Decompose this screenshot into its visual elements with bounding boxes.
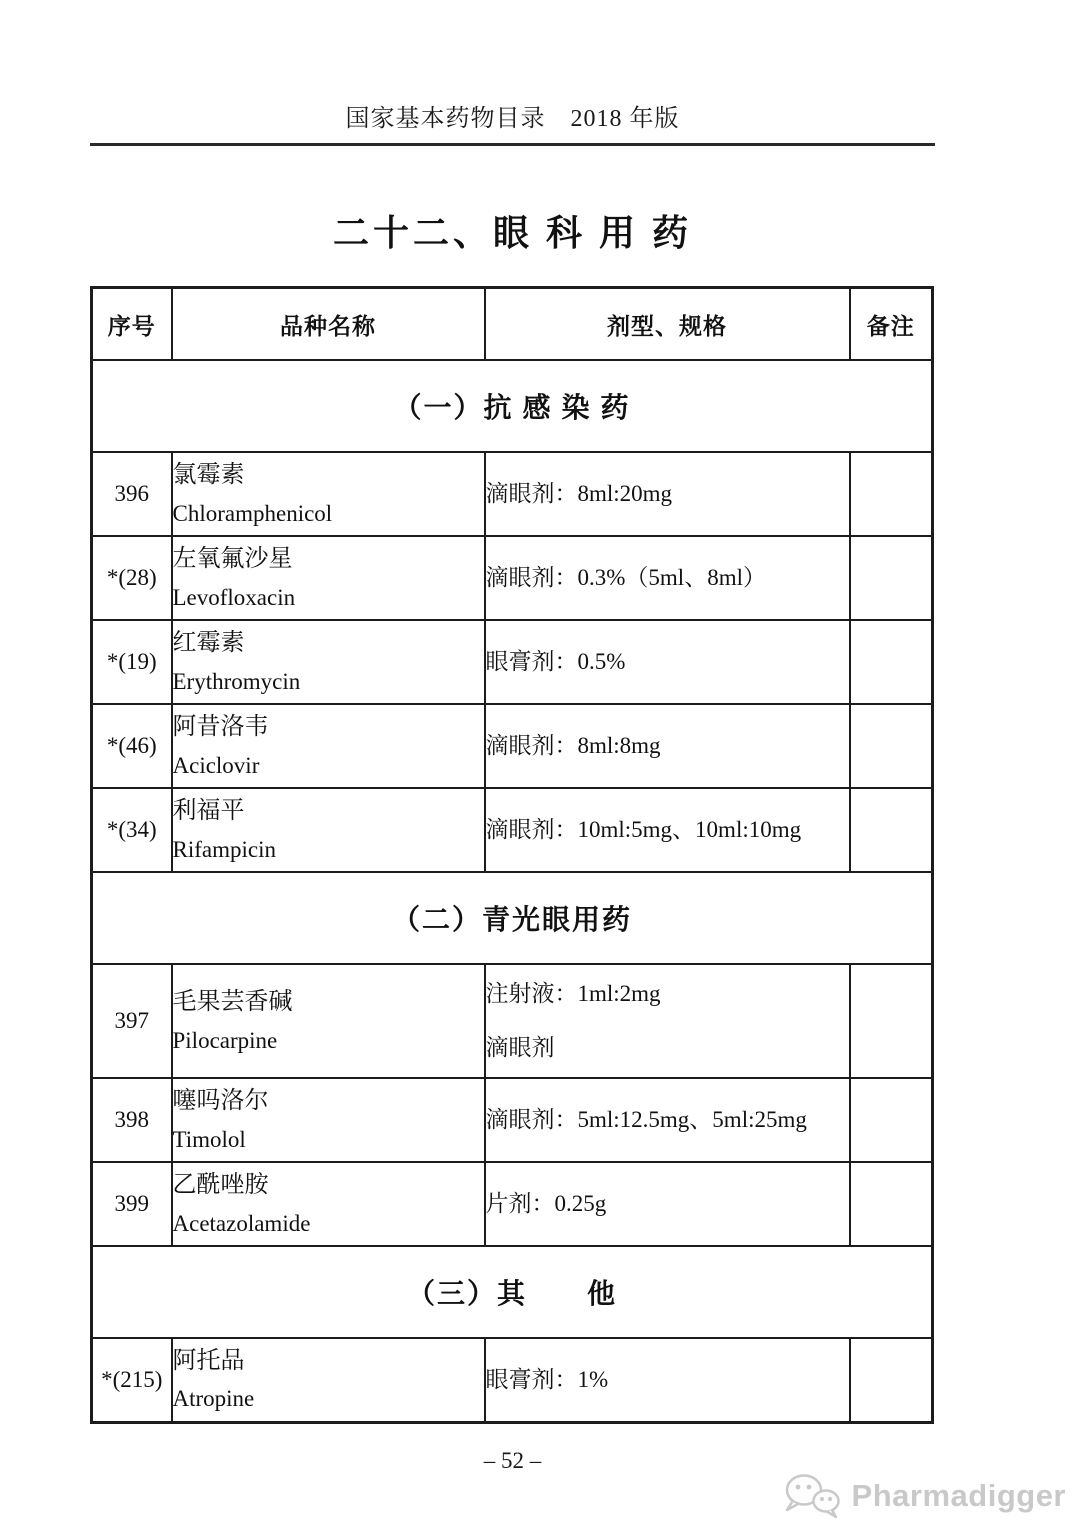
drug-row bbox=[92, 620, 933, 704]
note-cell bbox=[850, 964, 933, 1078]
spec-line: 滴眼剂：0.3%（5ml、8ml） bbox=[485, 565, 766, 591]
drug-name-zh: 左氧氟沙星 bbox=[172, 546, 293, 573]
section-row bbox=[92, 1246, 933, 1338]
seq-cell: 397 bbox=[92, 964, 172, 1078]
name-cell bbox=[172, 452, 485, 536]
note-cell bbox=[850, 536, 933, 620]
drug-name-en: Rifampicin bbox=[172, 836, 276, 862]
drug-row bbox=[92, 1338, 933, 1422]
col-header-name: 品种名称 bbox=[172, 288, 485, 361]
seq-cell: *(28) bbox=[92, 536, 172, 620]
document-header bbox=[90, 98, 935, 146]
drug-name-en: Pilocarpine bbox=[172, 1027, 278, 1053]
seq-cell: 399 bbox=[92, 1162, 172, 1246]
section-label: （一）抗 感 染 药 bbox=[92, 360, 933, 452]
section-row bbox=[92, 872, 933, 964]
drug-name-en: Atropine bbox=[172, 1386, 255, 1412]
name-cell bbox=[172, 536, 485, 620]
spec-cell bbox=[485, 536, 850, 620]
chapter-title: 二十二、眼 科 用 药 bbox=[332, 213, 692, 253]
spec-line: 滴眼剂：5ml:12.5mg、5ml:25mg bbox=[485, 1107, 807, 1133]
note-cell bbox=[850, 704, 933, 788]
seq-cell: *(34) bbox=[92, 788, 172, 872]
drug-name-en: Aciclovir bbox=[172, 752, 260, 778]
note-cell bbox=[850, 1338, 933, 1422]
spec-line: 滴眼剂：8ml:20mg bbox=[485, 481, 673, 507]
spec-cell bbox=[485, 452, 850, 536]
table-header-row bbox=[92, 288, 933, 361]
drug-row bbox=[92, 1078, 933, 1162]
page-number: – 52 – bbox=[483, 1448, 542, 1473]
spec-cell bbox=[485, 788, 850, 872]
name-cell bbox=[172, 620, 485, 704]
seq-cell: *(215) bbox=[92, 1338, 172, 1422]
drug-row bbox=[92, 788, 933, 872]
name-cell bbox=[172, 1078, 485, 1162]
spec-line: 滴眼剂：8ml:8mg bbox=[485, 733, 661, 759]
drug-name-zh: 红霉素 bbox=[172, 630, 245, 657]
spec-line: 眼膏剂：0.5% bbox=[485, 649, 626, 675]
spec-line: 滴眼剂 bbox=[485, 1035, 555, 1060]
note-cell bbox=[850, 788, 933, 872]
name-cell bbox=[172, 704, 485, 788]
drug-row bbox=[92, 964, 933, 1078]
drug-row bbox=[92, 704, 933, 788]
watermark-text: Pharmadigger bbox=[851, 1478, 1066, 1513]
drug-name-zh: 阿昔洛韦 bbox=[172, 714, 269, 741]
drug-row bbox=[92, 536, 933, 620]
drug-name-zh: 乙酰唑胺 bbox=[172, 1172, 269, 1199]
seq-cell: *(46) bbox=[92, 704, 172, 788]
name-cell bbox=[172, 1162, 485, 1246]
drug-name-zh: 阿托品 bbox=[172, 1347, 245, 1374]
seq-cell: *(19) bbox=[92, 620, 172, 704]
note-cell bbox=[850, 1078, 933, 1162]
drug-row bbox=[92, 452, 933, 536]
spec-cell bbox=[485, 1162, 850, 1246]
spec-line: 片剂：0.25g bbox=[485, 1191, 607, 1217]
wechat-icon bbox=[782, 1470, 844, 1522]
name-cell bbox=[172, 788, 485, 872]
section-label: （二）青光眼用药 bbox=[92, 872, 933, 964]
spec-cell bbox=[485, 1338, 850, 1422]
col-header-spec: 剂型、规格 bbox=[485, 288, 850, 361]
drug-name-en: Chloramphenicol bbox=[172, 500, 333, 526]
drug-name-en: Levofloxacin bbox=[172, 584, 296, 610]
seq-cell: 396 bbox=[92, 452, 172, 536]
header-rule bbox=[90, 143, 935, 146]
header-title: 国家基本药物目录 2018 年版 bbox=[345, 106, 680, 132]
drug-row bbox=[92, 1162, 933, 1246]
spec-cell bbox=[485, 704, 850, 788]
spec-cell bbox=[485, 964, 850, 1078]
note-cell bbox=[850, 452, 933, 536]
name-cell bbox=[172, 964, 485, 1078]
note-cell bbox=[850, 620, 933, 704]
drug-name-en: Timolol bbox=[172, 1126, 246, 1152]
drug-name-zh: 氯霉素 bbox=[172, 462, 245, 489]
note-cell bbox=[850, 1162, 933, 1246]
col-header-note: 备注 bbox=[850, 288, 933, 361]
name-cell bbox=[172, 1338, 485, 1422]
drug-name-zh: 利福平 bbox=[172, 798, 245, 825]
drug-name-en: Acetazolamide bbox=[172, 1210, 311, 1236]
watermark bbox=[782, 1470, 1066, 1522]
spec-cell bbox=[485, 1078, 850, 1162]
spec-cell bbox=[485, 620, 850, 704]
section-row bbox=[92, 360, 933, 452]
spec-line: 注射液：1ml:2mg bbox=[485, 981, 661, 1007]
spec-line: 眼膏剂：1% bbox=[485, 1366, 609, 1392]
spec-line: 滴眼剂：10ml:5mg、10ml:10mg bbox=[485, 817, 802, 843]
drug-name-zh: 噻吗洛尔 bbox=[172, 1088, 269, 1115]
col-header-seq: 序号 bbox=[92, 288, 172, 361]
section-label: （三）其 他 bbox=[92, 1246, 933, 1338]
drug-name-zh: 毛果芸香碱 bbox=[172, 989, 293, 1016]
drug-table bbox=[90, 286, 934, 1424]
seq-cell: 398 bbox=[92, 1078, 172, 1162]
drug-name-en: Erythromycin bbox=[172, 668, 301, 694]
